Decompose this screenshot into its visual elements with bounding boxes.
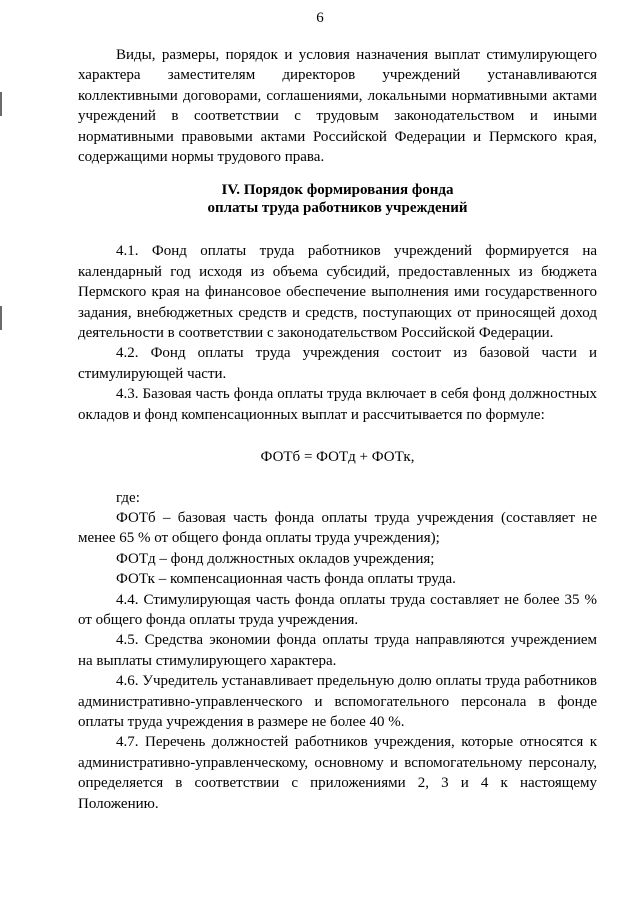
paragraph-4-2: 4.2. Фонд оплаты труда учреждения состоит из базовой части и стимулирующей части. xyxy=(78,345,597,382)
paragraph-4-5: 4.5. Средства экономии фонда оплаты труда направляются учреждением на выплаты стимулирующего характера. xyxy=(78,632,597,669)
page-number: 6 xyxy=(316,10,324,26)
formula: ФОТб = ФОТд + ФОТк, xyxy=(260,449,415,466)
paragraph-4-3: 4.3. Базовая часть фонда оплаты труда включает в себя фонд должностных окладов и фонд компенсационных выплат и рассчитывается по формуле: xyxy=(78,386,597,423)
section-heading-line-1: IV. Порядок формирования фонда xyxy=(221,182,454,199)
intro-paragraph: Виды, размеры, порядок и условия назначения выплат стимулирующего характера заместителям директоров учреждений устанавливаются коллективными договорами, соглашениями, локальными нормативными актами учреждений в соответствии с трудовым законодательством и иными нормативными правовыми актами Российской Федерации и Пермского края, содержащими нормы трудового права. xyxy=(78,47,597,166)
paragraph-4-1: 4.1. Фонд оплаты труда работников учреждений формируется на календарный год исходя из объема субсидий, предоставленных из бюджета Пермского края на финансовое обеспечение выполнения ими государственного задания, внебюджетных средств и средств, поступающих от приносящей доход деятельности в соответствии с законодательством Российской Федерации. xyxy=(78,243,597,342)
paragraph-4-6: 4.6. Учредитель устанавливает предельную долю оплаты труда работников административно-управленческого и вспомогательного персонала в фонде оплаты труда учреждения в размере не более 40 %. xyxy=(78,673,597,730)
document-body xyxy=(78,45,597,814)
definition-fotk: ФОТк – компенсационная часть фонда оплаты труда. xyxy=(116,571,456,588)
heading-spacer xyxy=(78,217,597,241)
scan-edge-mark xyxy=(0,92,2,116)
definition-fotd: ФОТд – фонд должностных окладов учреждения; xyxy=(116,550,435,567)
paragraph-4-7: 4.7. Перечень должностей работников учреждения, которые относятся к административно-управленческому, основному и вспомогательному персоналу, определяется в соответствии с приложениями 2, 3 и 4 к настоящему Положению. xyxy=(78,734,597,812)
section-heading-line-2: оплаты труда работников учреждений xyxy=(207,200,468,217)
section-heading xyxy=(78,181,597,217)
definition-fotb: ФОТб – базовая часть фонда оплаты труда учреждения (составляет не менее 65 % от общего фонда оплаты труда учреждения); xyxy=(78,509,597,547)
scan-edge-mark xyxy=(0,306,2,330)
where-label: где: xyxy=(116,489,140,506)
paragraph-4-4: 4.4. Стимулирующая часть фонда оплаты труда составляет не более 35 % от общего фонда оплаты труда учреждения. xyxy=(78,591,597,628)
